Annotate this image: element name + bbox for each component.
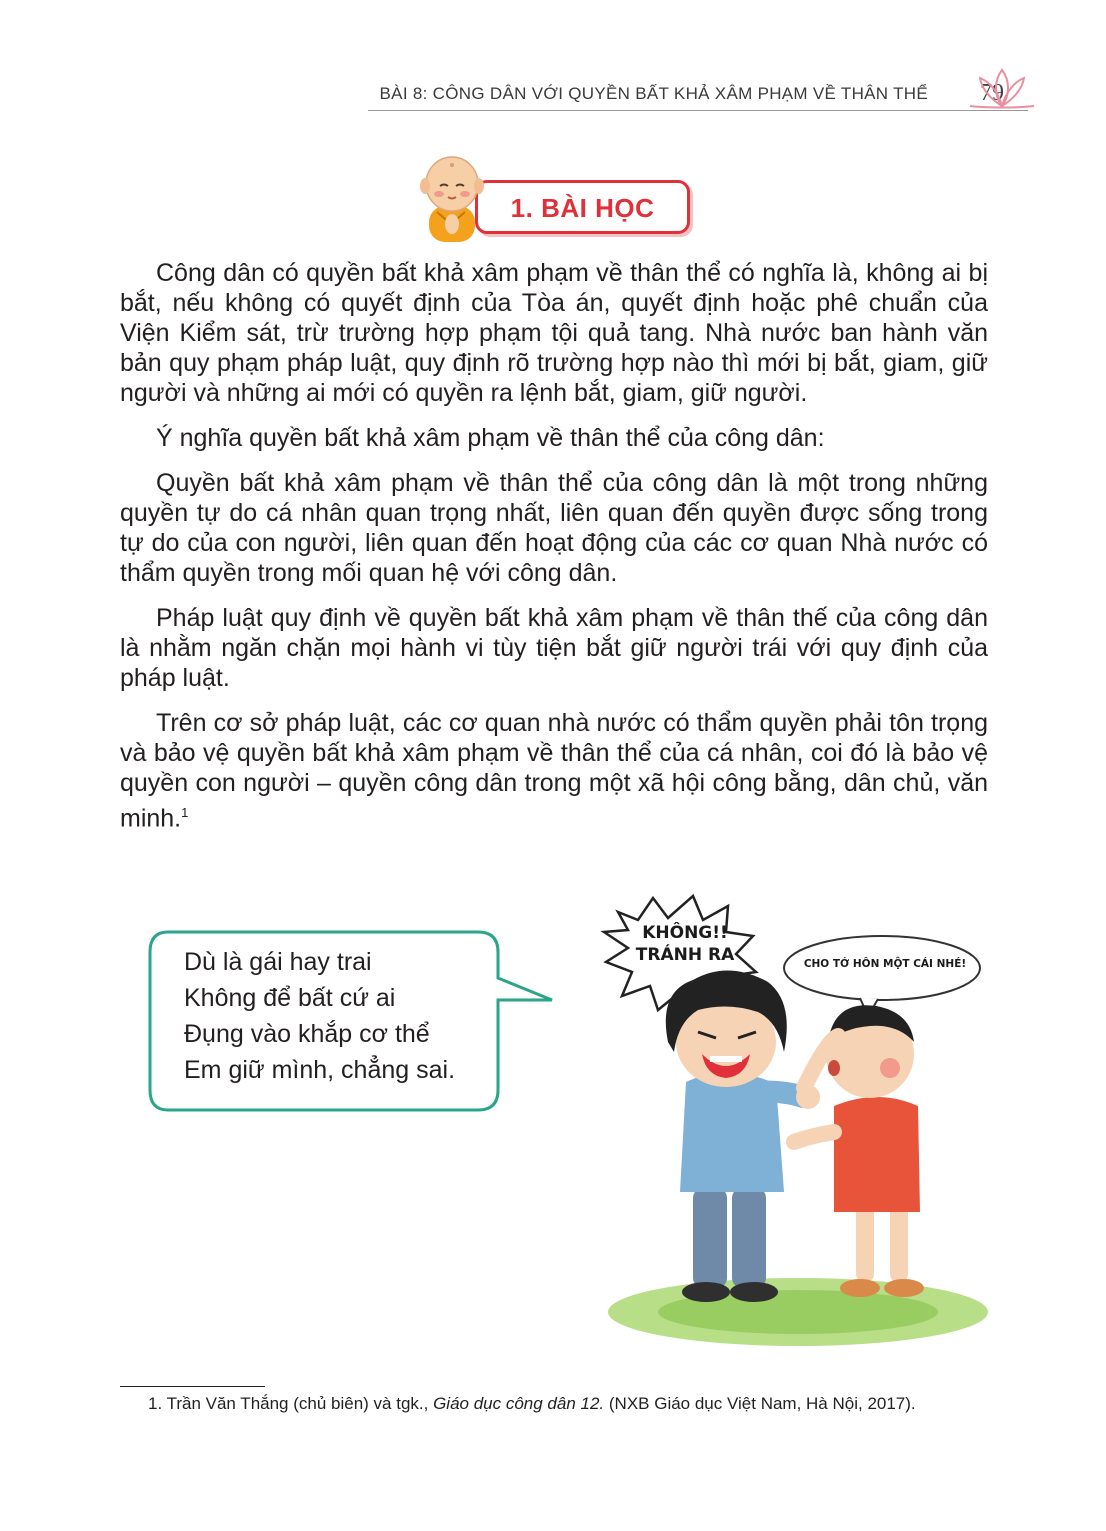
lesson-body [120, 258, 988, 848]
footnote-book-title: Giáo dục công dân 12. [433, 1394, 605, 1413]
running-header [368, 78, 1048, 118]
shout-line: KHÔNG!! [642, 923, 728, 943]
poem-line: Đụng vào khắp cơ thể [184, 1020, 430, 1048]
footnote-prefix: 1. Trần Văn Thắng (chủ biên) và tgk., [148, 1394, 434, 1413]
paragraph: Công dân có quyền bất khả xâm phạm về thân thể có nghĩa là, không ai bị bắt, nếu không có quyết định của Tòa án, quyết định hoặc phê chuẩn của Viện Kiểm sát, trừ trường hợp phạm tội quả tang. Nhà nước ban hành văn bản quy phạm pháp luật, quy định rõ trường hợp nào thì mới bị bắt, giam, giữ người và những ai mới có quyền ra lệnh bắt, giam, giữ người. [120, 259, 988, 407]
monk-mascot-icon [415, 150, 495, 245]
lotus-icon [966, 66, 1038, 114]
paragraph-with-footnote [120, 708, 988, 833]
footnote-marker: 1 [181, 805, 189, 820]
shout-bubble-text [625, 922, 745, 966]
poem [184, 944, 455, 1088]
header-divider [368, 110, 1028, 111]
poem-line: Em giữ mình, chẳng sai. [184, 1056, 456, 1084]
page-number: 79 [980, 80, 1004, 106]
paragraph: Ý nghĩa quyền bất khả xâm phạm về thân thể của công dân: [156, 424, 825, 452]
paragraph-text: Trên cơ sở pháp luật, các cơ quan nhà nước có thẩm quyền phải tôn trọng và bảo vệ quyền bất khả xâm phạm về thân thể của cá nhân, coi đó là bảo vệ quyền con người – quyền công dân trong một xã hội công bằng, dân chủ, văn minh. [120, 709, 988, 833]
poem-line: Không để bất cứ ai [184, 984, 396, 1012]
footnote-suffix: (NXB Giáo dục Việt Nam, Hà Nội, 2017). [604, 1394, 916, 1413]
paragraph: Pháp luật quy định về quyền bất khả xâm phạm về thân thế của công dân là nhằm ngăn chặn mọi hành vi tùy tiện bắt giữ người trái với quy định của pháp luật. [120, 604, 988, 692]
section-title: 1. BÀI HỌC [510, 193, 655, 223]
paragraph: Quyền bất khả xâm phạm về thân thể của công dân là một trong những quyền tự do cá nhân quan trọng nhất, liên quan đến quyền được sống trong tự do của con người, liên quan đến hoạt động của các cơ quan Nhà nước có thẩm quyền trong mối quan hệ với công dân. [120, 469, 988, 587]
poem-line: Dù là gái hay trai [184, 948, 372, 976]
poem-speech-bubble [148, 930, 558, 1112]
boy-figure [794, 1005, 924, 1297]
footnote [120, 1392, 988, 1416]
speech-bubble-text: CHO TỚ HÔN MỘT CÁI NHÉ! [803, 958, 967, 970]
running-title: BÀI 8: CÔNG DÂN VỚI QUYỀN BẤT KHẢ XÂM PHẠM VỀ THÂN THỂ [379, 84, 928, 103]
shout-line: TRÁNH RA [635, 945, 735, 965]
footnote-divider [120, 1386, 265, 1387]
section-title-box [475, 180, 690, 234]
section-heading [415, 150, 695, 245]
